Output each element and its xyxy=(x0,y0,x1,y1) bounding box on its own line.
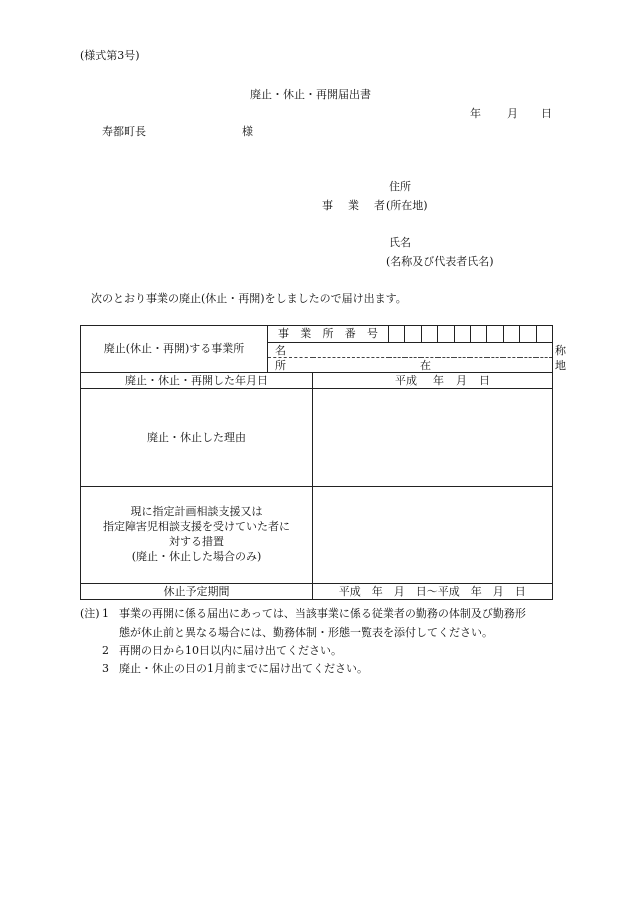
notification-table xyxy=(80,325,566,600)
date-year: 年 xyxy=(433,374,444,387)
addressee-suffix: 様 xyxy=(242,125,253,138)
measures-row xyxy=(81,487,553,584)
date-label: 廃止・休止・再開した年月日 xyxy=(81,373,313,389)
measures-label: 現に指定計画相談支援又は 指定障害児相談支援を受けていた者に 対する措置 (廃止・休止した場合のみ) xyxy=(81,487,313,584)
office-number-digit-box[interactable] xyxy=(405,326,421,343)
office-number-digit-box[interactable] xyxy=(389,326,405,343)
date-month-label: 月 xyxy=(507,107,518,120)
note-2-number: 2 xyxy=(102,644,109,657)
date-month: 月 xyxy=(456,374,467,387)
suspension-row xyxy=(81,584,553,600)
reason-field[interactable] xyxy=(313,389,553,487)
office-number-digit-box[interactable] xyxy=(503,326,519,343)
office-number-digit-box[interactable] xyxy=(454,326,470,343)
suspension-period-field[interactable]: 平成 年 月 日～平成 年 月 日 xyxy=(313,584,553,600)
office-number-digit-box[interactable] xyxy=(438,326,454,343)
note-1-number: 1 xyxy=(102,607,109,620)
date-day-label: 日 xyxy=(541,107,552,120)
business-label-char-1: 事 xyxy=(322,199,333,212)
location-label: (所在地) xyxy=(386,199,428,212)
notes-prefix: (注) xyxy=(80,607,100,620)
address-char-1: 所 xyxy=(275,359,286,372)
name-char-1: 名 xyxy=(275,344,286,357)
office-address-field[interactable] xyxy=(268,358,566,373)
reason-label: 廃止・休止した理由 xyxy=(81,389,313,487)
office-number-label: 事 業 所 番 号 xyxy=(268,326,389,343)
note-1-line-1: 事業の再開に係る届出にあっては、当該事業に係る従業者の勤務の体制及び勤務形 xyxy=(119,607,526,620)
date-era: 平成 xyxy=(395,374,417,387)
document-title: 廃止・休止・再開届出書 xyxy=(250,88,371,101)
date-row xyxy=(81,373,553,389)
measures-field[interactable] xyxy=(313,487,553,584)
date-day: 日 xyxy=(479,374,490,387)
date-year-label: 年 xyxy=(470,107,481,120)
office-number-digit-box[interactable] xyxy=(470,326,486,343)
name-sub-label: (名称及び代表者氏名) xyxy=(386,255,494,268)
office-number-row xyxy=(81,326,553,343)
office-number-digit-box[interactable] xyxy=(520,326,536,343)
note-3-number: 3 xyxy=(102,662,109,675)
addressee-name: 寿都町長 xyxy=(102,125,146,138)
reason-row xyxy=(81,389,553,487)
office-number-digit-box[interactable] xyxy=(487,326,503,343)
note-3-line-1: 廃止・休止の日の1月前までに届け出てください。 xyxy=(119,662,368,675)
form-number: (様式第3号) xyxy=(80,49,140,62)
suspension-label: 休止予定期間 xyxy=(81,584,313,600)
business-label-char-2: 業 xyxy=(348,199,359,212)
note-2-line-1: 再開の日から10日以内に届け出てください。 xyxy=(119,644,342,657)
note-1-line-2: 態が休止前と異なる場合には、勤務体制・形態一覧表を添付してください。 xyxy=(119,626,493,639)
office-number-digit-box[interactable] xyxy=(536,326,552,343)
address-char-3: 地 xyxy=(555,359,566,372)
office-section-label: 廃止(休止・再開)する事業所 xyxy=(81,326,268,373)
name-label: 氏名 xyxy=(389,236,411,249)
office-name-field[interactable] xyxy=(268,343,566,358)
date-value-field[interactable] xyxy=(313,373,553,389)
address-char-2: 在 xyxy=(420,359,431,372)
office-number-digit-box[interactable] xyxy=(421,326,437,343)
intro-statement: 次のとおり事業の廃止(休止・再開)をしましたので届け出ます。 xyxy=(91,292,407,305)
name-char-2: 称 xyxy=(555,344,566,357)
address-label: 住所 xyxy=(389,180,411,193)
business-label-char-3: 者 xyxy=(374,199,385,212)
